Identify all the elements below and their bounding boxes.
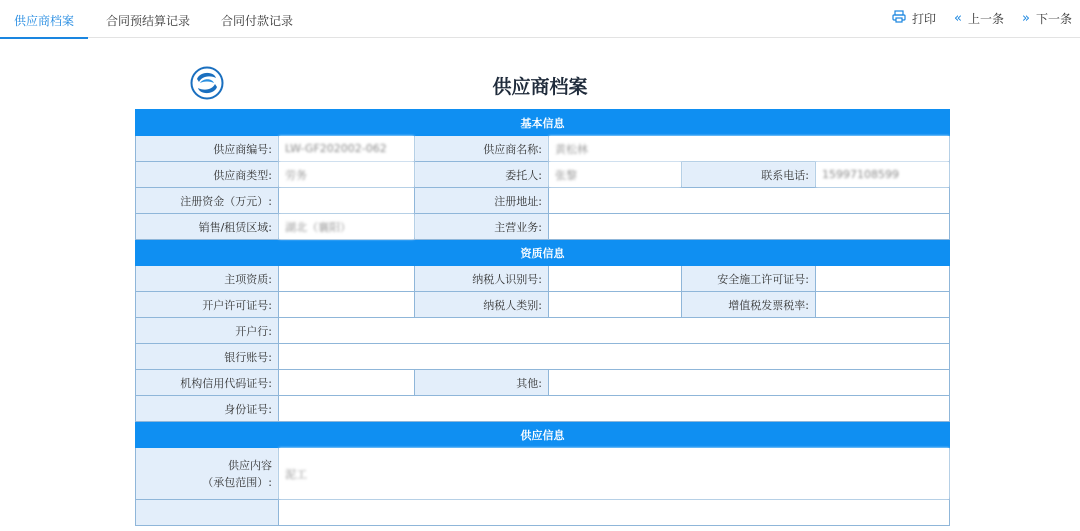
supplier-name-label: 供应商名称:	[415, 136, 549, 162]
other-label: 其他:	[415, 370, 549, 396]
table-row	[136, 292, 950, 318]
toolbar	[892, 0, 1072, 37]
reg-address-field[interactable]	[549, 188, 950, 214]
section-header-qualification	[136, 240, 950, 266]
page-title: 供应商档案	[492, 76, 588, 98]
vat-rate-label: 增值税发票税率:	[682, 292, 816, 318]
main-business-field[interactable]	[549, 214, 950, 240]
double-chevron-left-icon: «	[954, 11, 962, 26]
empty-label	[136, 500, 279, 526]
prev-record-button[interactable]	[954, 10, 1004, 27]
main-qual-label: 主项资质:	[136, 266, 279, 292]
supply-content-field[interactable]: 泥工	[279, 448, 950, 500]
table-row	[136, 266, 950, 292]
id-no-field[interactable]	[279, 396, 950, 422]
table-row	[136, 318, 950, 344]
main-qual-field[interactable]	[279, 266, 415, 292]
print-button[interactable]	[892, 10, 936, 27]
next-record-button[interactable]	[1022, 10, 1072, 27]
top-tab-bar	[0, 0, 1080, 38]
supply-content-label	[136, 448, 279, 500]
sales-region-label: 销售/租赁区域:	[136, 214, 279, 240]
table-row	[136, 370, 950, 396]
prev-label: 上一条	[968, 12, 1005, 26]
main-business-label: 主营业务:	[415, 214, 549, 240]
table-row	[136, 188, 950, 214]
tab-contract-settlement[interactable]: 合同预结算记录	[105, 14, 190, 28]
taxpayer-type-field[interactable]	[549, 292, 682, 318]
bank-account-field[interactable]	[279, 344, 950, 370]
reg-capital-field[interactable]	[279, 188, 415, 214]
double-chevron-right-icon: »	[1022, 11, 1030, 26]
next-label: 下一条	[1035, 12, 1072, 26]
bank-label: 开户行:	[136, 318, 279, 344]
tab-contract-payment[interactable]: 合同付款记录	[220, 14, 293, 28]
safety-permit-field[interactable]	[816, 266, 950, 292]
org-code-field[interactable]	[279, 370, 415, 396]
phone-field[interactable]: 15997108599	[816, 162, 950, 188]
section-title: 资质信息	[136, 240, 950, 266]
supplier-no-label: 供应商编号:	[136, 136, 279, 162]
taxpayer-id-field[interactable]	[549, 266, 682, 292]
page-header	[0, 60, 1080, 110]
empty-field[interactable]	[279, 500, 950, 526]
section-header-basic	[136, 110, 950, 136]
account-permit-field[interactable]	[279, 292, 415, 318]
taxpayer-id-label: 纳税人识别号:	[415, 266, 549, 292]
supply-content-label-line1: 供应内容	[228, 458, 272, 472]
taxpayer-type-label: 纳税人类别:	[415, 292, 549, 318]
reg-address-label: 注册地址:	[415, 188, 549, 214]
supplier-info-table	[135, 109, 950, 526]
other-field[interactable]	[549, 370, 950, 396]
section-title: 供应信息	[136, 422, 950, 448]
table-row	[136, 344, 950, 370]
supplier-no-field[interactable]: LW-GF202002-062	[279, 136, 415, 162]
table-row	[136, 396, 950, 422]
supply-content-label-line2: （承包范围）:	[202, 475, 272, 489]
table-row	[136, 136, 950, 162]
section-title: 基本信息	[136, 110, 950, 136]
sales-region-field[interactable]: 湖北（襄阳）	[279, 214, 415, 240]
section-header-supply	[136, 422, 950, 448]
safety-permit-label: 安全施工许可证号:	[682, 266, 816, 292]
phone-label: 联系电话:	[682, 162, 816, 188]
bank-field[interactable]	[279, 318, 950, 344]
id-no-label: 身份证号:	[136, 396, 279, 422]
table-row	[136, 162, 950, 188]
org-code-label: 机构信用代码证号:	[136, 370, 279, 396]
table-row	[136, 448, 950, 500]
bank-account-label: 银行账号:	[136, 344, 279, 370]
account-permit-label: 开户许可证号:	[136, 292, 279, 318]
print-label: 打印	[912, 12, 937, 26]
supplier-type-field[interactable]: 劳务	[279, 162, 415, 188]
supplier-type-label: 供应商类型:	[136, 162, 279, 188]
table-row	[136, 214, 950, 240]
trustee-field[interactable]: 张黎	[549, 162, 682, 188]
reg-capital-label: 注册资金（万元）:	[136, 188, 279, 214]
vat-rate-field[interactable]	[816, 292, 950, 318]
tab-supplier-file[interactable]: 供应商档案	[0, 0, 88, 39]
printer-icon	[892, 10, 906, 27]
table-row	[136, 500, 950, 526]
supplier-name-field[interactable]: 黄松林	[549, 136, 950, 162]
trustee-label: 委托人:	[415, 162, 549, 188]
